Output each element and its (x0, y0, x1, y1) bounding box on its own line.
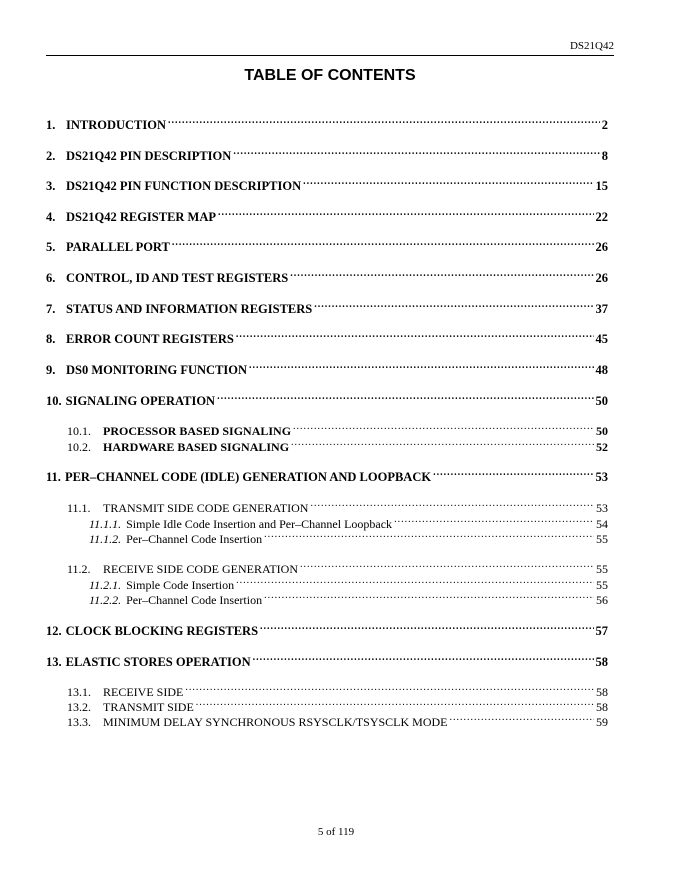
toc-title: TRANSMIT SIDE (103, 700, 194, 714)
toc-entry-6[interactable] (46, 266, 608, 285)
dot-leader (310, 496, 594, 512)
toc-entry-11-1-1[interactable] (89, 512, 608, 531)
toc-entry-11-1-2[interactable] (89, 527, 608, 546)
toc-number: 1. (46, 118, 56, 132)
toc-number: 11.1.2. (89, 532, 122, 546)
toc-title: INTRODUCTION (66, 118, 167, 132)
dot-leader (233, 144, 599, 160)
toc-page: 54 (596, 517, 608, 531)
toc-number: 5. (46, 240, 56, 254)
toc-page: 37 (595, 302, 608, 316)
toc-page: 58 (596, 685, 608, 699)
toc-page: 22 (595, 210, 608, 224)
toc-title: Per–Channel Code Insertion (126, 532, 263, 546)
toc-entry-10-2[interactable] (67, 435, 608, 454)
doc-id: DS21Q42 (569, 40, 614, 52)
dot-leader (303, 174, 593, 190)
toc-page: 2 (601, 118, 608, 132)
toc-page: 58 (595, 655, 608, 669)
dot-leader (172, 235, 594, 251)
dot-leader (394, 512, 594, 528)
toc-number: 9. (46, 363, 56, 377)
toc-page: 55 (596, 562, 608, 576)
toc-entry-8[interactable] (46, 327, 608, 346)
dot-leader (264, 588, 594, 604)
toc-page: 50 (595, 394, 608, 408)
toc-title: ERROR COUNT REGISTERS (66, 332, 234, 346)
dot-leader (260, 619, 593, 635)
toc-entry-10[interactable] (46, 389, 608, 408)
dot-leader (293, 419, 594, 435)
toc-entry-10-1[interactable] (67, 419, 608, 438)
toc-title: SIGNALING OPERATION (65, 394, 216, 408)
toc-entry-13[interactable] (46, 650, 608, 669)
toc-entry-7[interactable] (46, 297, 608, 316)
page-number: 5 of 119 (317, 826, 355, 838)
toc-page: 53 (595, 470, 608, 484)
toc-number: 13.1. (67, 685, 91, 699)
toc-entry-11-2-2[interactable] (89, 588, 608, 607)
toc-number: 11.2.1. (89, 578, 122, 592)
toc-number: 2. (46, 149, 56, 163)
toc-number: 11.1. (67, 501, 91, 515)
toc-number: 11. (46, 470, 61, 484)
toc-number: 11.2. (67, 562, 91, 576)
toc-entry-13-2[interactable] (67, 695, 608, 714)
toc-page: 59 (596, 715, 608, 729)
toc-entry-11-1[interactable] (67, 496, 608, 515)
toc-number: 11.1.1. (89, 517, 122, 531)
toc-entry-13-1[interactable] (67, 680, 608, 699)
dot-leader (314, 297, 593, 313)
dot-leader (218, 205, 593, 221)
toc-entry-11[interactable] (46, 465, 608, 484)
toc-page: 55 (596, 578, 608, 592)
toc-entry-3[interactable] (46, 174, 608, 193)
toc-number: 4. (46, 210, 56, 224)
toc-title: DS21Q42 PIN FUNCTION DESCRIPTION (66, 179, 302, 193)
toc-entry-13-3[interactable] (67, 710, 608, 729)
toc-number: 11.2.2. (89, 593, 122, 607)
toc-number: 12. (46, 624, 62, 638)
header-rule (46, 55, 614, 56)
toc-title: RECEIVE SIDE (103, 685, 184, 699)
dot-leader (249, 358, 593, 374)
toc-number: 10. (46, 394, 62, 408)
toc-title: Simple Code Insertion (126, 578, 235, 592)
toc-number: 13.3. (67, 715, 91, 729)
dot-leader (236, 327, 594, 343)
toc-entry-11-2-1[interactable] (89, 573, 608, 592)
toc-number: 8. (46, 332, 56, 346)
toc-page: 55 (596, 532, 608, 546)
toc-entry-9[interactable] (46, 358, 608, 377)
toc-page: 56 (596, 593, 608, 607)
toc-title: CONTROL, ID AND TEST REGISTERS (66, 271, 289, 285)
toc-page: 48 (595, 363, 608, 377)
dot-leader (253, 650, 594, 666)
toc-entry-1[interactable] (46, 113, 608, 132)
toc-title: PROCESSOR BASED SIGNALING (103, 424, 292, 438)
toc-title: PARALLEL PORT (66, 240, 170, 254)
toc-title: MINIMUM DELAY SYNCHRONOUS RSYSCLK/TSYSCLK MODE (103, 715, 448, 729)
toc-title: ELASTIC STORES OPERATION (65, 655, 251, 669)
dot-leader (264, 527, 594, 543)
toc-entry-2[interactable] (46, 144, 608, 163)
toc-page: 52 (596, 440, 608, 454)
toc-title: CLOCK BLOCKING REGISTERS (65, 624, 259, 638)
toc-number: 10.1. (67, 424, 91, 438)
toc-page: 57 (595, 624, 608, 638)
toc-number: 10.2. (67, 440, 91, 454)
toc-title: DS21Q42 PIN DESCRIPTION (66, 149, 232, 163)
toc-title: Per–Channel Code Insertion (126, 593, 263, 607)
dot-leader (433, 465, 593, 481)
toc-page: 50 (596, 424, 608, 438)
dot-leader (185, 680, 594, 696)
toc-title: RECEIVE SIDE CODE GENERATION (103, 562, 298, 576)
toc-number: 7. (46, 302, 56, 316)
toc-page: 45 (595, 332, 608, 346)
toc-entry-4[interactable] (46, 205, 608, 224)
toc-title: STATUS AND INFORMATION REGISTERS (66, 302, 313, 316)
toc-page: 58 (596, 700, 608, 714)
dot-leader (196, 695, 594, 711)
toc-number: 13.2. (67, 700, 91, 714)
toc-number: 3. (46, 179, 56, 193)
toc-number: 6. (46, 271, 56, 285)
dot-leader (291, 435, 594, 451)
toc-entry-12[interactable] (46, 619, 608, 638)
dot-leader (217, 389, 593, 405)
toc-page: 26 (595, 271, 608, 285)
toc-page: 26 (595, 240, 608, 254)
toc-title: DS21Q42 REGISTER MAP (66, 210, 217, 224)
dot-leader (236, 573, 594, 589)
toc-page: 53 (596, 501, 608, 515)
toc-number: 13. (46, 655, 62, 669)
toc-title: DS0 MONITORING FUNCTION (66, 363, 248, 377)
toc-entry-11-2[interactable] (67, 557, 608, 576)
toc-title: PER–CHANNEL CODE (IDLE) GENERATION AND LOOPBACK (64, 470, 432, 484)
dot-leader (450, 710, 595, 726)
toc-page: 15 (595, 179, 608, 193)
toc-title: TRANSMIT SIDE CODE GENERATION (103, 501, 309, 515)
page-title: TABLE OF CONTENTS (244, 67, 416, 84)
dot-leader (290, 266, 593, 282)
toc-title: HARDWARE BASED SIGNALING (103, 440, 290, 454)
toc-entry-5[interactable] (46, 235, 608, 254)
toc-page: 8 (601, 149, 608, 163)
dot-leader (168, 113, 600, 129)
toc-title: Simple Idle Code Insertion and Per–Channel Loopback (126, 517, 393, 531)
dot-leader (300, 557, 594, 573)
